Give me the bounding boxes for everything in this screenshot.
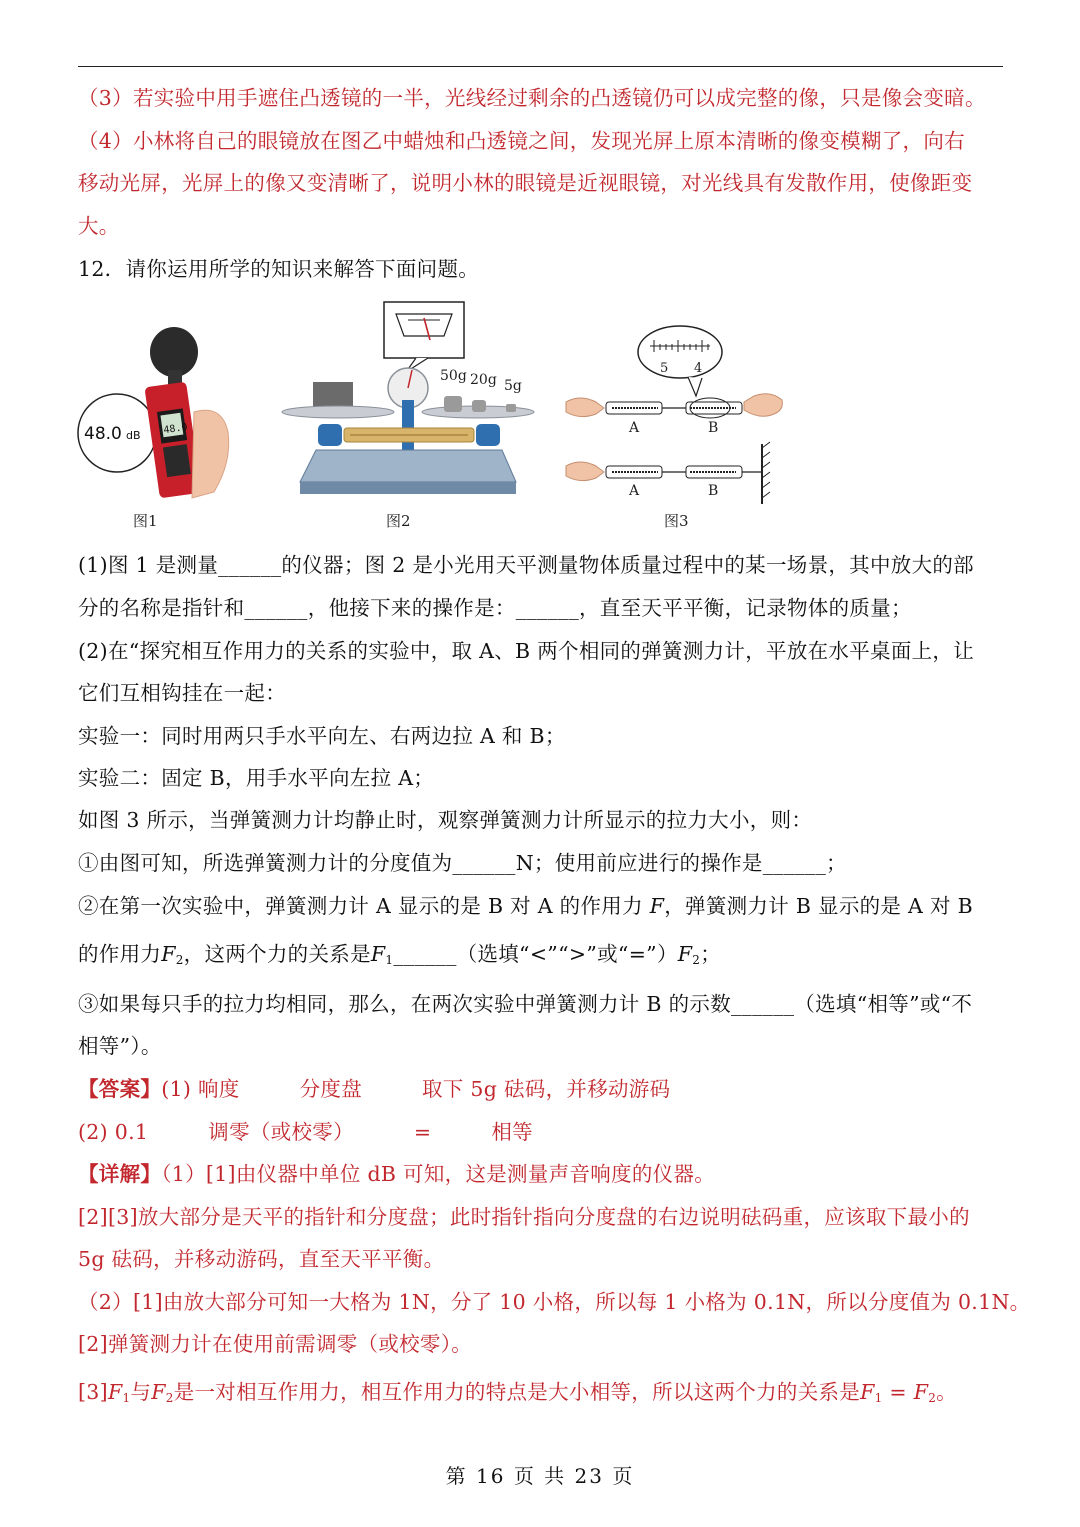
f1-subscript: 1 [385, 953, 394, 967]
experiment-2: 实验二：固定 B，用手水平向左拉 A； [78, 766, 435, 790]
prev-answer-p4-line1: （4）小林将自己的眼镜放在图乙中蜡烛和凸透镜之间，发现光屏上原本清晰的像变模糊了，向右 [78, 129, 965, 153]
fig1-display: 48.0 [162, 421, 189, 437]
question-title: 12．请你运用所学的知识来解答下面问题。 [78, 257, 480, 281]
figure-2-balance [278, 300, 540, 500]
figure-1-caption: 图1 [133, 512, 158, 530]
s2-line2-d: ； [700, 942, 722, 966]
fig1-reading: 48.0 [84, 424, 122, 444]
fig3-scale-4: 4 [694, 361, 703, 376]
detail-eq-f1-sub: 1 [874, 1391, 883, 1405]
fig3-label-b-bottom: B [708, 483, 719, 499]
answer-tag: 【答案】 [78, 1077, 162, 1101]
fig3-label-a-bottom: A [629, 483, 640, 499]
detail-6-a: [3] [78, 1380, 108, 1404]
detail-eq-f2-sub: 2 [928, 1391, 937, 1405]
s2-line2-c: ______（选填“<”“>”或“=”） [393, 942, 678, 966]
fig3-scale-5: 5 [660, 361, 669, 376]
detail-eq-f2: F [913, 1380, 929, 1404]
detail-line1 [78, 1160, 1008, 1188]
f2-subscript: 2 [175, 953, 184, 967]
answer-1-1: 响度 [197, 1077, 240, 1101]
q2-line2: 它们互相钩挂在一起： [78, 681, 286, 705]
f2-subscript-b: 2 [692, 953, 701, 967]
detail-eq-sign: = [882, 1380, 914, 1404]
fig3-label-b-top: B [708, 420, 719, 436]
figure-3-caption: 图3 [664, 512, 689, 530]
detail-1: （1）[1]由仪器中单位 dB 可知，这是测量声音响度的仪器。 [161, 1162, 716, 1186]
header-rule [78, 66, 1003, 67]
sub-question-1: ①由图可知，所选弹簧测力计的分度值为______N；使用前应进行的操作是______； [78, 851, 847, 875]
detail-line6 [78, 1378, 1008, 1412]
fig1-unit: dB [126, 429, 141, 442]
detail-line3: 5g 砝码，并移动游码，直至天平平衡。 [78, 1247, 445, 1271]
detail-6-end: 。 [936, 1380, 957, 1404]
q1-line1: (1)图 1 是测量______的仪器；图 2 是小光用天平测量物体质量过程中的某一场景，其中放大的部 [78, 553, 974, 577]
detail-6-b: 与 [130, 1380, 152, 1404]
f2-symbol-b: F [677, 942, 693, 966]
q2-line1: (2)在“探究相互作用力的关系的实验中，取 A、B 两个相同的弹簧测力计，平放在水平桌面上，让 [78, 639, 975, 663]
detail-line2: [2][3]放大部分是天平的指针和分度盘；此时指针指向分度盘的右边说明砝码重，应该取下最小的 [78, 1205, 970, 1229]
sub-question-2-line1 [78, 892, 1008, 920]
prev-answer-p4-line2: 移动光屏，光屏上的像又变清晰了，说明小林的眼镜是近视眼镜，对光线具有发散作用，使像距变 [78, 171, 973, 195]
answer-1-2: 分度盘 [299, 1077, 362, 1101]
answer-line2 [78, 1118, 1008, 1146]
q1-line2: 分的名称是指针和______，他接下来的操作是：______，直至天平平衡，记录物体的质量； [78, 596, 912, 620]
s2-line2-b: ，这两个力的关系是 [183, 942, 371, 966]
detail-6-c: 是一对相互作用力，相互作用力的特点是大小相等，所以这两个力的关系是 [173, 1380, 861, 1404]
s2-text-b: ，弹簧测力计 B 显示的是 A 对 B [664, 894, 973, 918]
fig3-intro: 如图 3 所示，当弹簧测力计均静止时，观察弹簧测力计所显示的拉力大小，则： [78, 808, 813, 832]
figure-3-spring-scales [562, 322, 788, 506]
f2-symbol: F [161, 942, 176, 966]
answer-2-2: 调零（或校零） [208, 1120, 354, 1144]
detail-f1: F [107, 1380, 123, 1404]
detail-line4: （2）[1]由放大部分可知一大格为 1N，分了 10 小格，所以每 1 小格为 0.1N，所以分度值为 0.1N。 [78, 1290, 1031, 1314]
detail-line5: [2]弹簧测力计在使用前需调零（或校零）。 [78, 1332, 473, 1356]
sub-question-3-line2: 相等”）。 [78, 1034, 162, 1058]
weight-50g: 50g [440, 368, 467, 384]
s2-force-f: F [649, 894, 665, 918]
answer-1-label: (1) [161, 1077, 192, 1101]
s2-line2-a: 的作用力 [78, 942, 162, 966]
figure-2-caption: 图2 [386, 512, 411, 530]
fig3-label-a-top: A [629, 420, 640, 436]
sub-question-3-line1: ③如果每只手的拉力均相同，那么，在两次实验中弹簧测力计 B 的示数______（选填“相等”或“不 [78, 992, 973, 1016]
detail-f2-sub: 2 [165, 1391, 174, 1405]
experiment-1: 实验一：同时用两只手水平向左、右两边拉 A 和 B； [78, 724, 566, 748]
answer-2-label: (2) 0.1 [78, 1120, 149, 1144]
figure-1-sound-meter [74, 322, 234, 502]
detail-eq-f1: F [860, 1380, 875, 1404]
sub-question-2-line2 [78, 940, 1008, 974]
answer-1-3: 取下 5g 砝码，并移动游码 [422, 1077, 671, 1101]
weight-20g: 20g [470, 372, 497, 388]
detail-f1-sub: 1 [122, 1391, 131, 1405]
weight-5g: 5g [504, 378, 522, 394]
prev-answer-p3: （3）若实验中用手遮住凸透镜的一半，光线经过剩余的凸透镜仍可以成完整的像，只是像会变暗。 [78, 86, 986, 110]
s2-text-a: ②在第一次实验中，弹簧测力计 A 显示的是 B 对 A 的作用力 [78, 894, 650, 918]
detail-f2: F [151, 1380, 166, 1404]
answer-2-3: = [413, 1120, 432, 1144]
detail-tag: 【详解】 [78, 1162, 162, 1186]
f1-symbol: F [370, 942, 386, 966]
answer-2-4: 相等 [491, 1120, 533, 1144]
prev-answer-p4-line3: 大。 [78, 214, 120, 238]
page-footer: 第 16 页 共 23 页 [445, 1464, 635, 1488]
answer-line1 [78, 1075, 1008, 1103]
